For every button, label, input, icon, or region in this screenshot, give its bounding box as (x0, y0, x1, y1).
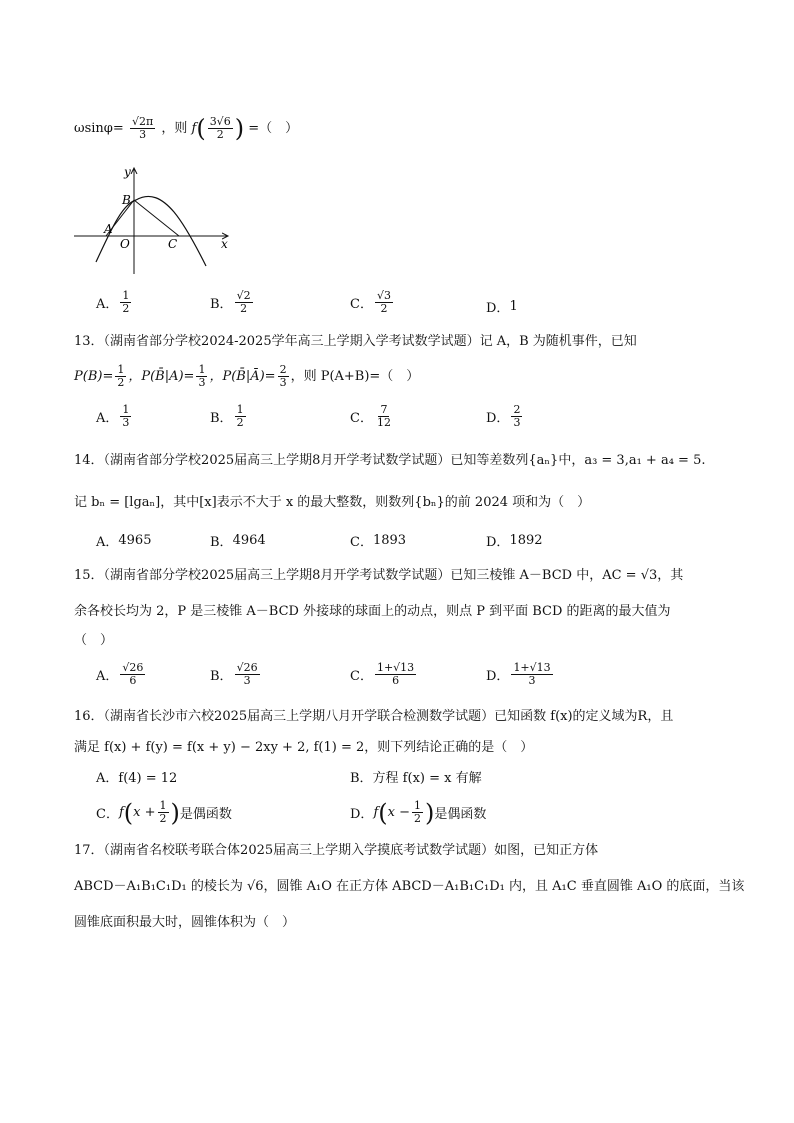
q15-stem-line3: （ ） (74, 633, 114, 648)
q16-option-b[interactable]: B．方程 f(x) = x 有解 (350, 771, 482, 786)
q14-option-c[interactable]: C． 1893 (350, 533, 407, 550)
q13-option-d[interactable]: D． $\frac{2}{3}$ (486, 403, 521, 429)
label-y: y (124, 165, 131, 179)
q13-option-b[interactable]: B． $\frac{1}{2}$ (210, 403, 244, 429)
q12-f: f (191, 121, 197, 136)
label-x: x (221, 237, 228, 251)
q12-option-b[interactable]: B． $\frac{√2}{2}$ (210, 289, 251, 315)
q12-cond-num: √2π (131, 115, 154, 128)
q13-option-a[interactable]: A． $\frac{1}{3}$ (96, 403, 130, 429)
q12-cond-den: 3 (139, 128, 147, 141)
q17-stem-line3: 圆锥底面积最大时，圆锥体积为（ ） (74, 915, 296, 930)
q12-arg-fraction (208, 116, 233, 141)
q15-option-c[interactable]: C． $\frac{1+√13}{6}$ (350, 661, 415, 687)
q12-arg-den: 2 (216, 128, 224, 141)
q12-graph (70, 162, 240, 282)
q14-option-b[interactable]: B． 4964 (210, 533, 266, 550)
q14-option-a[interactable]: A． 4965 (96, 533, 152, 550)
q14-option-d[interactable]: D． 1892 (486, 533, 543, 550)
q16-stem-line2: 满足 f(x) + f(y) = f(x + y) − 2xy + 2, f(1) = 2，则下列结论正确的是（ ） (74, 740, 534, 755)
q15-stem-line1: 15．（湖南省部分学校2025届高三上学期8月开学考试数学试题）已知三棱锥 A－BCD 中，AC = √3，其 (74, 568, 684, 583)
q14-stem-line2: 记 bₙ = [lgaₙ]，其中[x]表示不大于 x 的最大整数，则数列{bₙ}的前 2024 项和为（ ） (74, 495, 591, 510)
q17-stem-line2: ABCD－A₁B₁C₁D₁ 的棱长为 √6，圆锥 A₁O 在正方体 ABCD－A₁B₁C₁D₁ 内，且 A₁C 垂直圆锥 A₁O 的底面，当该 (74, 879, 745, 894)
q17-stem-line1: 17．（湖南省名校联考联合体2025届高三上学期入学摸底考试数学试题）如图，已知正方体 (74, 843, 599, 858)
label-o: O (120, 237, 130, 251)
q16-option-d[interactable]: D． f ( x − $\frac{1}{2}$ ) 是偶函数 (350, 798, 487, 827)
q12-option-d[interactable]: D． 1 (486, 299, 518, 316)
q12-then: ，则 (161, 121, 188, 136)
q12-option-c[interactable]: C． $\frac{√3}{2}$ (350, 289, 391, 315)
q13-stem-line2: P(B)= $\frac{1}{2}$ ，P(B̄|A)= $\frac{1}{3}$ ，P(B̄|Ā)= $\frac{2}{3}$ ，则 P(A+B)=（ ） (74, 363, 420, 389)
label-b: B (122, 193, 131, 207)
q12-tail: =（ ） (248, 121, 299, 136)
q12-condition: ωsinφ= $\frac{√2\pi}{3}$ ，则 f( $\frac{3√6}{2}$ ) =（ ） (74, 114, 299, 143)
q16-stem-line1: 16．（湖南省长沙市六校2025届高三上学期八月开学联合检测数学试题）已知函数 f(x)的定义域为R，且 (74, 709, 674, 724)
label-a: A (104, 222, 113, 236)
q12-cond-fraction (130, 116, 155, 141)
q13-option-c[interactable]: C． $\frac{7}{12}$ (350, 403, 391, 429)
q16-option-c[interactable]: C． f ( x + $\frac{1}{2}$ ) 是偶函数 (96, 798, 232, 827)
segment-bc (134, 200, 179, 236)
q15-option-a[interactable]: A． $\frac{√26}{6}$ (96, 661, 144, 687)
q15-stem-line2: 余各校长均为 2，P 是三棱锥 A－BCD 外接球的球面上的动点，则点 P 到平面 BCD 的距离的最大值为 (74, 604, 671, 619)
label-c: C (168, 237, 178, 251)
q16-option-a[interactable]: A．f(4) = 12 (96, 771, 178, 786)
q12-cond-prefix: ωsinφ= (74, 121, 124, 136)
q12-arg-num: 3√6 (209, 115, 231, 128)
q12-option-a[interactable]: A． $\frac{1}{2}$ (96, 289, 130, 315)
q13-stem-line1: 13．（湖南省部分学校2024-2025学年高三上学期入学考试数学试题）记 A，B 为随机事件，已知 (74, 334, 637, 349)
q15-option-b[interactable]: B． $\frac{√26}{3}$ (210, 661, 258, 687)
q14-stem-line1: 14．（湖南省部分学校2025届高三上学期8月开学考试数学试题）已知等差数列{aₙ}中，a₃ = 3,a₁ + a₄ = 5. (74, 453, 706, 468)
q15-option-d[interactable]: D． $\frac{1+√13}{3}$ (486, 661, 551, 687)
